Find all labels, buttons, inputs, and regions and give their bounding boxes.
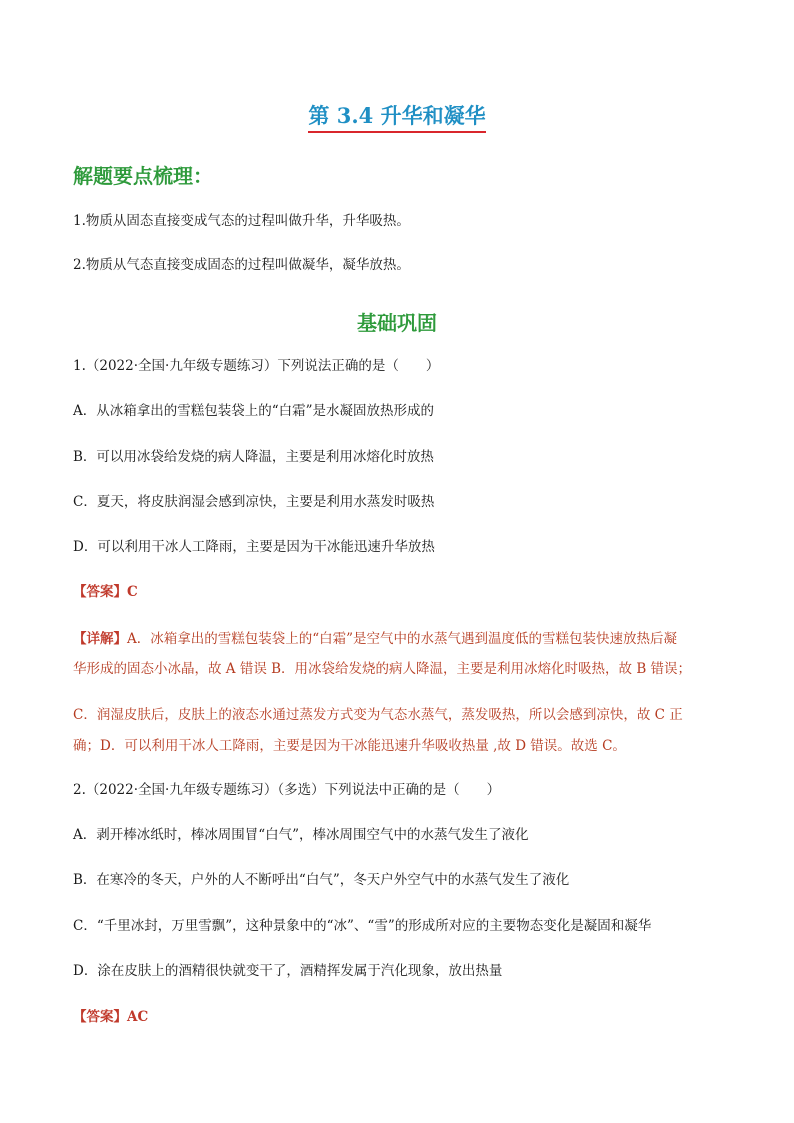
q1-detail-line-2: 华形成的固态小冰晶，故 A 错误 B．用冰袋给发烧的病人降温，主要是利用冰熔化时吸热，故 B 错误； xyxy=(73,661,692,677)
q2-stem: 2.（2022·全国·九年级专题练习）（多选）下列说法中正确的是（ ） xyxy=(73,782,501,798)
q1-detail-line-1 xyxy=(73,633,677,647)
q1-option-b: B．可以用冰袋给发烧的病人降温，主要是利用冰熔化时放热 xyxy=(73,449,434,465)
q1-option-c: C．夏天，将皮肤润湿会感到凉快，主要是利用水蒸发时吸热 xyxy=(73,494,435,510)
q1-answer xyxy=(73,586,138,600)
q1-answer-label: 【答案】 xyxy=(73,584,127,600)
q1-detail-text-1: A．冰箱拿出的雪糕包装袋上的“白霜”是空气中的水蒸气遇到温度低的雪糕包装快速放热后凝 xyxy=(127,631,678,647)
q2-option-b: B．在寒冷的冬天，户外的人不断呼出“白气”，冬天户外空气中的水蒸气发生了液化 xyxy=(73,872,570,888)
q1-stem: 1.（2022·全国·九年级专题练习）下列说法正确的是（ ） xyxy=(73,358,440,374)
q2-answer xyxy=(73,1011,148,1025)
key-points-heading: 解题要点梳理： xyxy=(73,164,213,188)
q2-answer-value: AC xyxy=(127,1009,149,1025)
key-point-2: 2.物质从气态直接变成固态的过程叫做凝华，凝华放热。 xyxy=(73,257,410,273)
key-point-1: 1.物质从固态直接变成气态的过程叫做升华，升华吸热。 xyxy=(73,213,410,229)
q1-detail-label: 【详解】 xyxy=(73,631,127,647)
q2-option-a: A．剥开棒冰纸时，棒冰周围冒“白气”，棒冰周围空气中的水蒸气发生了液化 xyxy=(73,827,529,843)
q1-option-d: D．可以利用干冰人工降雨，主要是因为干冰能迅速升华放热 xyxy=(73,539,435,555)
q2-answer-label: 【答案】 xyxy=(73,1009,127,1025)
q1-detail-line-4: 确；D．可以利用干冰人工降雨，主要是因为干冰能迅速升华吸收热量 ,故 D 错误。故选 C。 xyxy=(73,738,626,754)
q1-option-a: A．从冰箱拿出的雪糕包装袋上的“白霜”是水凝固放热形成的 xyxy=(73,403,435,419)
q1-detail-line-3: C．润湿皮肤后，皮肤上的液态水通过蒸发方式变为气态水蒸气，蒸发吸热，所以会感到凉快，故 C 正 xyxy=(73,707,683,723)
page-title: 第 3.4 升华和凝华 xyxy=(0,100,794,133)
section-heading: 基础巩固 xyxy=(357,311,437,335)
q2-option-c: C．“千里冰封，万里雪飘”，这种景象中的“冰”、“雪”的形成所对应的主要物态变化是凝固和凝华 xyxy=(73,918,652,934)
q2-option-d: D．涂在皮肤上的酒精很快就变干了，酒精挥发属于汽化现象，放出热量 xyxy=(73,963,503,979)
q1-answer-value: C xyxy=(127,584,138,600)
